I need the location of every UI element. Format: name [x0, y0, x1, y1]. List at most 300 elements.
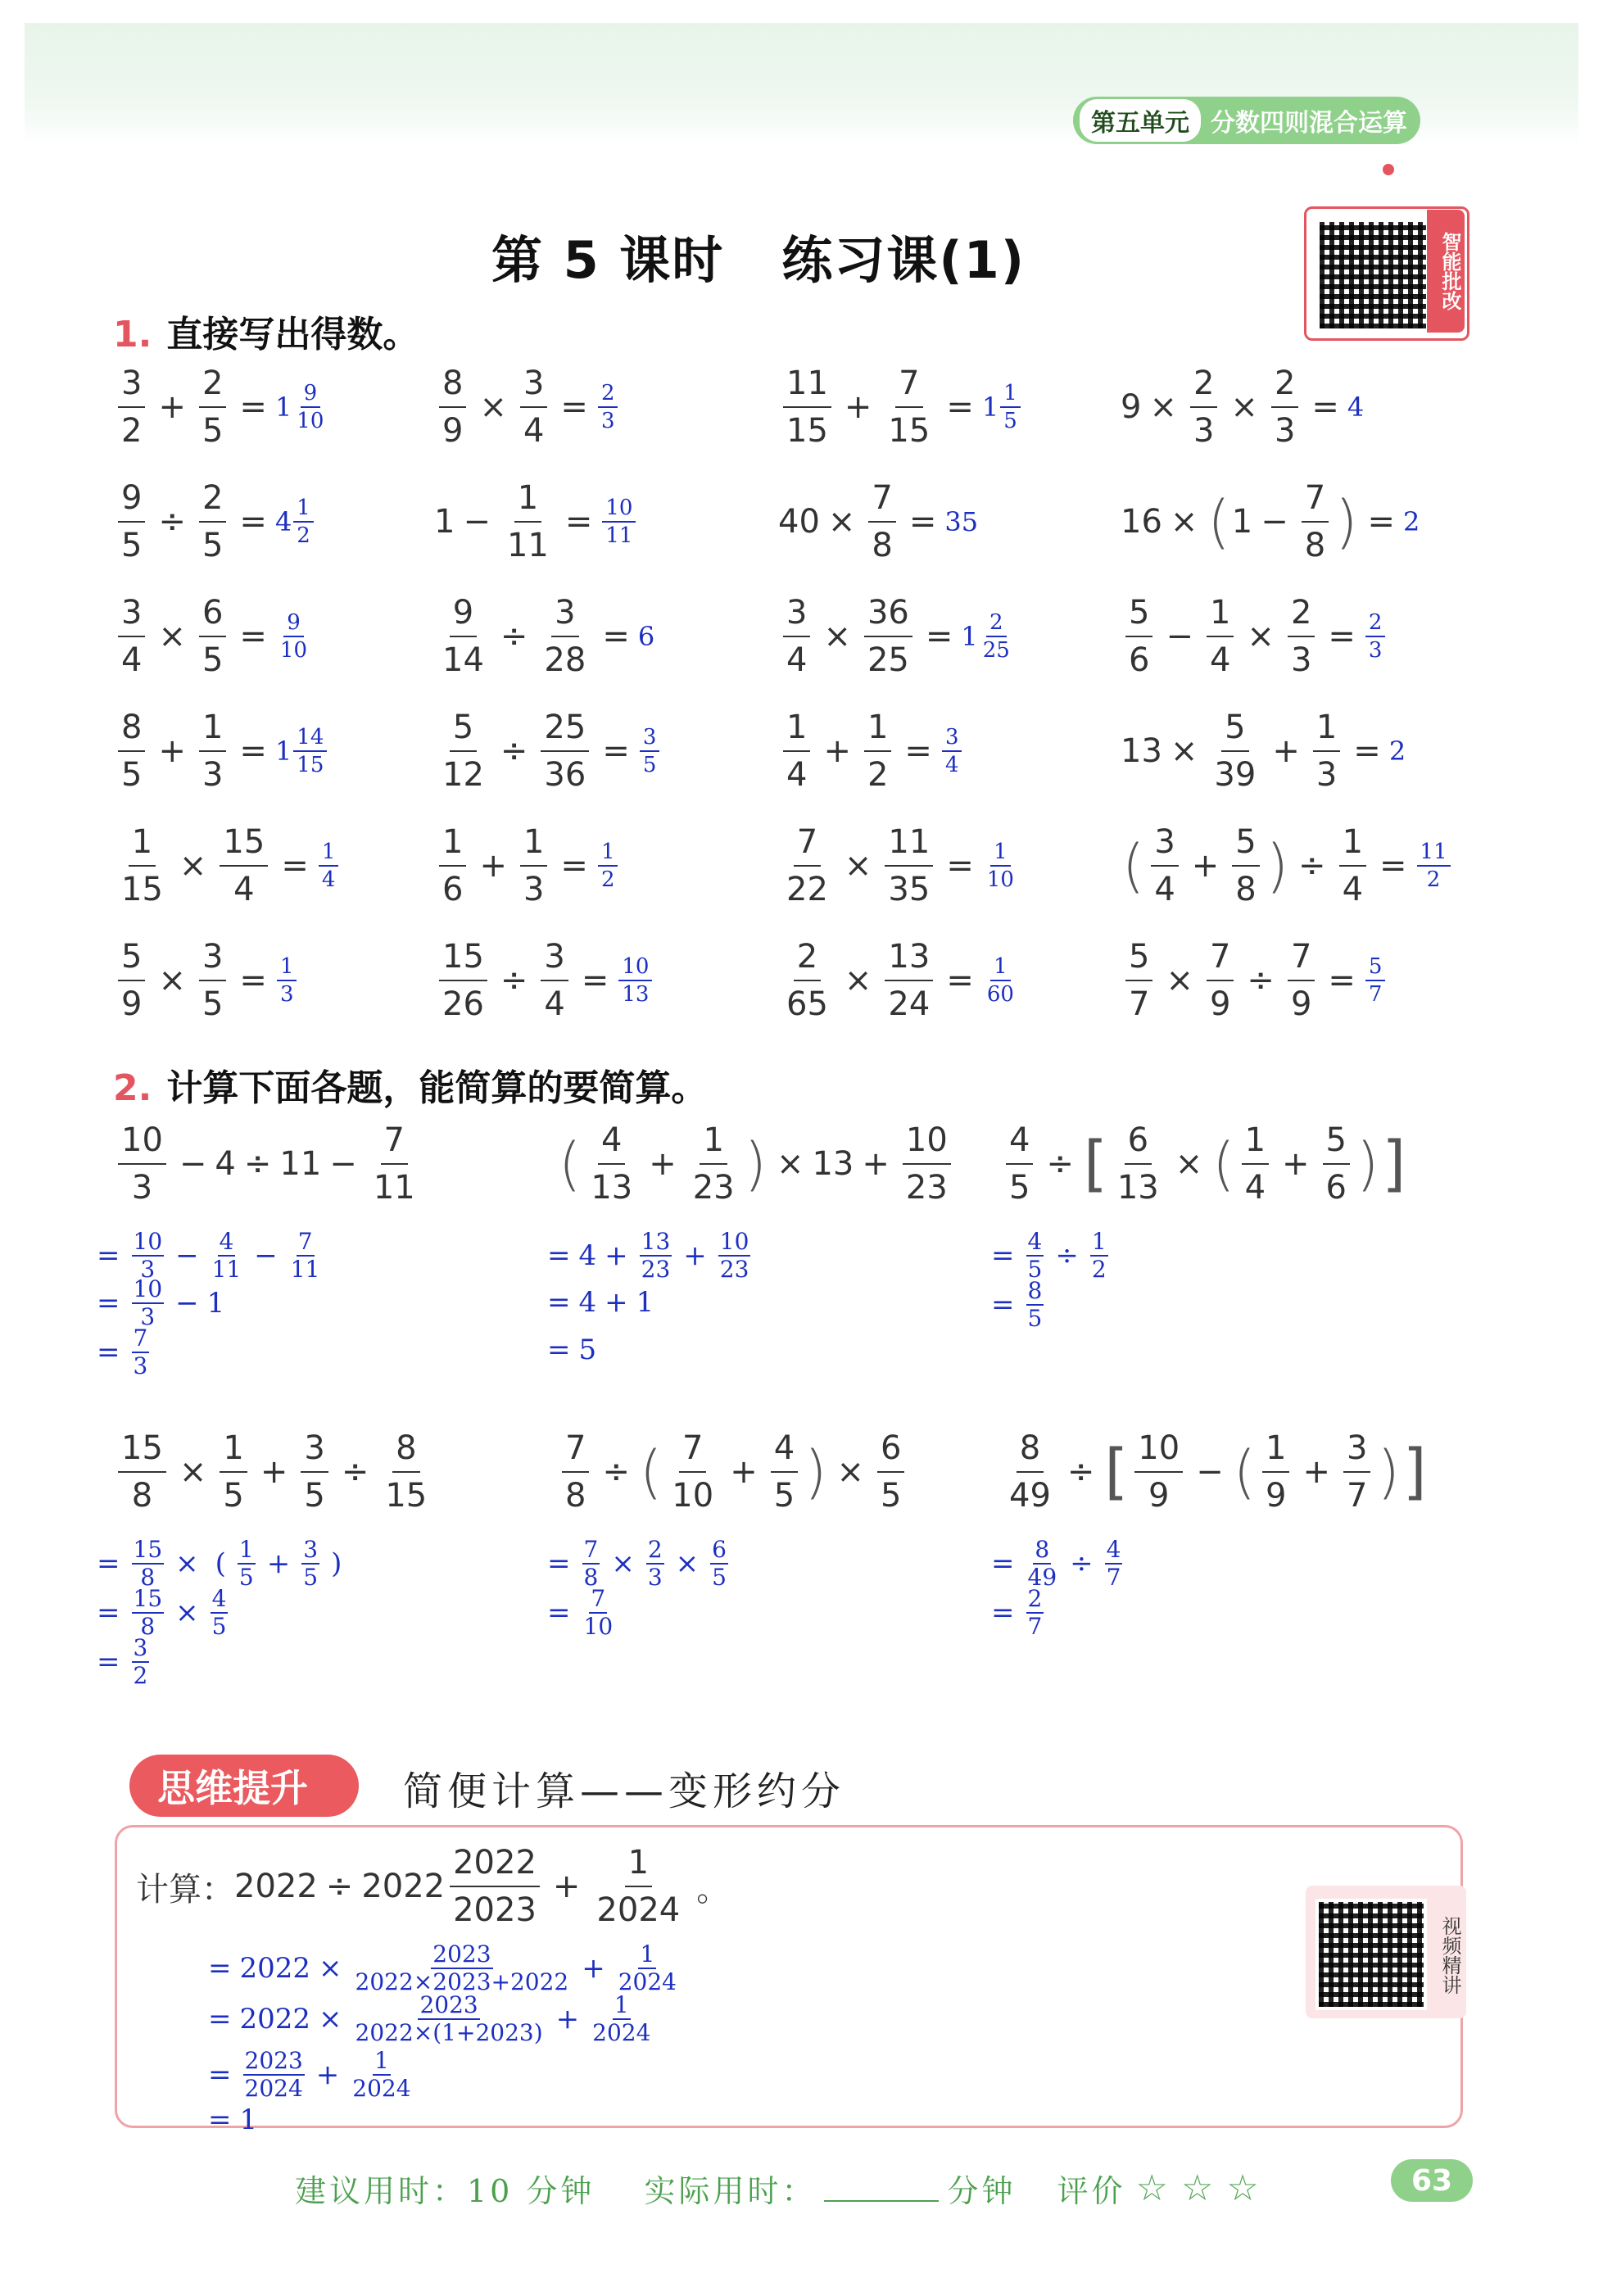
denominator: 8	[131, 1477, 153, 1515]
operator: ÷	[1066, 1453, 1095, 1491]
fraction	[1313, 709, 1340, 794]
solution-step	[983, 1279, 1047, 1330]
fraction	[439, 365, 466, 450]
denominator: 9	[121, 985, 143, 1023]
actual-time-blank[interactable]	[824, 2176, 939, 2202]
numerator: 7	[583, 1536, 599, 1563]
operator: ×	[836, 1453, 864, 1491]
fraction	[439, 596, 487, 677]
problem-4	[113, 1429, 435, 1515]
operator: +	[605, 1286, 628, 1319]
numerator: 1	[277, 956, 297, 981]
numerator: 7	[1288, 940, 1315, 981]
denominator: 3	[1193, 412, 1215, 450]
numerator: 2	[794, 940, 821, 981]
fraction	[864, 596, 912, 677]
numerator: 1	[1207, 596, 1234, 637]
numerator: 4	[598, 1124, 625, 1165]
operator: +	[844, 388, 872, 426]
operator: ×	[1149, 388, 1177, 426]
fraction	[520, 823, 547, 908]
numerator: 2	[199, 482, 226, 523]
fraction	[118, 823, 166, 908]
operator: =	[560, 847, 588, 885]
denominator: 3	[600, 409, 615, 433]
fraction	[1114, 1121, 1162, 1207]
fraction	[1323, 1121, 1350, 1207]
numerator: 8	[1035, 1536, 1050, 1563]
denominator: 4	[786, 756, 808, 794]
fraction	[199, 596, 226, 677]
numerator: 1	[129, 826, 156, 867]
number: 1	[434, 503, 455, 541]
fraction	[301, 1429, 328, 1515]
numerator: 1	[640, 1941, 655, 1968]
fraction	[301, 1538, 319, 1589]
fraction	[1262, 1429, 1289, 1515]
operator: =	[1328, 618, 1356, 655]
fraction	[1339, 823, 1366, 908]
star-icon[interactable]: ☆	[1180, 2167, 1217, 2209]
solution-step	[983, 1230, 1112, 1281]
fraction	[118, 479, 145, 564]
numerator: 1	[700, 1124, 727, 1165]
equals-sign: =	[547, 1334, 571, 1366]
equals-sign: =	[97, 1239, 120, 1272]
numerator: 7	[381, 1124, 408, 1165]
operator: =	[1353, 732, 1381, 770]
denominator: 3	[279, 982, 294, 1007]
numerator: 8	[118, 711, 145, 752]
think-badge-label: 思维提升	[157, 1766, 308, 1810]
number: 2022	[361, 1868, 446, 1905]
denominator: 15	[297, 753, 324, 777]
fraction	[1207, 596, 1234, 677]
fraction	[199, 940, 226, 1021]
denominator: 3	[1274, 412, 1296, 450]
fraction	[293, 497, 314, 546]
equals-sign: =	[547, 1547, 571, 1580]
numerator: 4	[1006, 1124, 1033, 1165]
fraction	[382, 1429, 430, 1515]
denominator: 60	[986, 982, 1014, 1007]
denominator: 5	[202, 412, 224, 450]
fraction	[885, 823, 933, 908]
operator: −	[175, 1287, 199, 1320]
fraction	[370, 1121, 419, 1207]
lesson-number: 第 5 课时	[491, 230, 725, 290]
numerator: 3	[1343, 1432, 1370, 1473]
expression-r2c1	[113, 479, 315, 564]
numerator: 3	[783, 596, 810, 637]
numerator: 2	[1027, 1585, 1043, 1612]
answer	[1347, 392, 1364, 423]
fraction	[591, 1991, 652, 2046]
operator: ×	[1175, 1145, 1203, 1183]
fraction	[582, 1538, 600, 1589]
operator: =	[946, 962, 974, 999]
operator: ×	[1166, 962, 1193, 999]
number: 4	[578, 1286, 597, 1319]
fraction	[1026, 1230, 1044, 1281]
denominator: 2	[297, 523, 310, 548]
fraction	[293, 727, 327, 776]
expression-r4c1	[113, 709, 328, 794]
numerator: 3	[303, 1536, 319, 1563]
fraction	[1365, 956, 1386, 1005]
denominator: 4	[944, 753, 959, 777]
unit-label: 第五单元	[1080, 99, 1201, 142]
numerator: 3	[520, 367, 547, 408]
operator: +	[582, 1952, 605, 1985]
numerator: 6	[877, 1432, 904, 1473]
denominator: 9	[442, 412, 464, 450]
numerator: 3	[640, 727, 660, 752]
fraction	[864, 709, 891, 794]
denominator: 4	[1154, 871, 1175, 908]
operator: +	[605, 1239, 628, 1272]
number: 2022	[239, 1952, 311, 1985]
denominator: 3	[523, 871, 545, 908]
fraction	[238, 1538, 256, 1589]
right-bracket: ]	[1382, 1129, 1406, 1199]
fraction	[1343, 1429, 1370, 1515]
operator: =	[564, 503, 593, 541]
star-icon[interactable]: ☆	[1135, 2167, 1171, 2209]
fraction	[439, 823, 466, 908]
expression-r5c1	[113, 823, 340, 908]
denominator: 5	[1027, 1256, 1043, 1283]
denominator: 7	[1347, 1477, 1368, 1515]
answer-value: 35	[944, 506, 979, 537]
right-paren: )	[804, 1438, 827, 1506]
answer	[982, 956, 1019, 1005]
operator: ×	[823, 618, 851, 655]
denominator: 5	[773, 1477, 795, 1515]
numerator: 5	[1221, 711, 1248, 752]
numerator: 8	[1017, 1432, 1044, 1473]
operator: =	[239, 388, 267, 426]
denominator: 11	[605, 523, 633, 548]
numerator: 5	[450, 711, 477, 752]
operator: +	[862, 1145, 890, 1183]
operator: =	[925, 618, 953, 655]
denominator: 5	[223, 1477, 244, 1515]
numerator: 15	[220, 826, 268, 867]
denominator: 10	[297, 409, 324, 433]
fraction	[877, 1429, 904, 1515]
numerator: 1	[1339, 826, 1366, 867]
left-paren: (	[559, 1130, 582, 1198]
numerator: 3	[133, 1634, 148, 1661]
left-bracket: [	[1083, 1129, 1107, 1199]
solution-step	[539, 1286, 654, 1319]
answer	[1403, 506, 1420, 537]
operator: −	[1166, 618, 1193, 655]
operator: =	[239, 618, 267, 655]
answer-whole: 1	[274, 736, 292, 767]
numerator: 9	[118, 482, 145, 523]
equals-sign: =	[208, 1952, 232, 1985]
numerator: 7	[133, 1325, 148, 1352]
expression-r3c1	[113, 596, 312, 677]
numerator: 5	[118, 940, 145, 981]
numerator: 7	[591, 1585, 606, 1612]
operator: +	[555, 2003, 580, 2036]
operator: +	[260, 1453, 288, 1491]
answer	[940, 727, 964, 776]
numerator: 3	[118, 596, 145, 637]
section-2-heading	[113, 1058, 707, 1111]
answer-value: 2	[1388, 736, 1406, 767]
fraction	[593, 1846, 683, 1927]
operator: ×	[675, 1547, 700, 1580]
expression-r1c2	[434, 365, 619, 450]
numerator: 8	[439, 367, 466, 408]
denominator: 2	[121, 412, 143, 450]
denominator: 7	[1129, 985, 1150, 1023]
numerator: 1	[374, 2047, 389, 2074]
fraction	[211, 1230, 243, 1281]
fraction	[289, 1230, 322, 1281]
operator: ÷	[500, 618, 528, 655]
fraction	[1090, 1230, 1108, 1281]
denominator: 3	[1368, 638, 1383, 663]
denominator: 23	[719, 1256, 749, 1283]
equals-sign: =	[208, 2003, 232, 2036]
operator: ×	[179, 847, 207, 885]
numerator: 10	[133, 1228, 163, 1255]
equals-sign: =	[991, 1596, 1015, 1629]
denominator: 11	[290, 1256, 320, 1283]
operator: ÷	[1247, 962, 1275, 999]
denominator: 3	[1290, 641, 1312, 679]
expression-r4c4	[1121, 709, 1406, 794]
operator: =	[239, 503, 267, 541]
numerator: 1	[238, 1536, 254, 1563]
answer	[1415, 841, 1452, 890]
fraction	[319, 841, 339, 890]
fraction	[118, 1429, 166, 1515]
numerator: 10	[602, 497, 636, 523]
equals-sign: =	[991, 1288, 1015, 1321]
numerator: 1	[864, 711, 891, 752]
denominator: 5	[1027, 1305, 1043, 1332]
fraction	[1026, 1279, 1044, 1330]
expression-r1c1	[113, 365, 328, 450]
operator: +	[730, 1453, 758, 1491]
denominator: 3	[131, 1169, 153, 1207]
rating-label: 评价	[1057, 2173, 1126, 2209]
fraction	[220, 823, 268, 908]
fraction	[439, 940, 487, 1021]
operator: −	[1261, 503, 1288, 541]
operator: ×	[776, 1145, 804, 1183]
numerator: 2023	[432, 1941, 491, 1968]
equals-sign: =	[991, 1239, 1015, 1272]
fraction	[1242, 1121, 1269, 1207]
equals-sign: =	[97, 1336, 120, 1369]
numerator: 4	[219, 1228, 234, 1255]
denominator: 5	[121, 527, 143, 564]
numerator: 2	[1271, 367, 1298, 408]
number: 16	[1121, 503, 1162, 541]
denominator: 9	[1209, 985, 1231, 1023]
operator: =	[908, 503, 937, 541]
numerator: 4	[1027, 1228, 1043, 1255]
numerator: 11	[885, 826, 933, 867]
unit-badge	[1073, 97, 1420, 144]
operator: =	[1367, 503, 1395, 541]
fraction	[1006, 1121, 1033, 1207]
numerator: 2	[647, 1536, 663, 1563]
numerator: 7	[895, 367, 922, 408]
denominator: 2	[1426, 867, 1441, 892]
section-number: 2.	[113, 1067, 152, 1109]
denominator: 5	[121, 756, 143, 794]
operator: =	[602, 732, 630, 770]
qr-code-icon[interactable]	[1316, 219, 1429, 332]
fraction	[984, 956, 1017, 1005]
answer	[638, 621, 654, 652]
numerator: 7	[868, 482, 895, 523]
solution-step	[983, 1587, 1047, 1638]
answer-whole: 1	[274, 392, 292, 423]
denominator: 11	[211, 1256, 242, 1283]
numerator: 2	[1365, 612, 1386, 637]
equals-sign: =	[208, 2058, 232, 2091]
operator: −	[329, 1145, 357, 1183]
fraction	[1302, 479, 1329, 564]
suggested-time: 建议用时：10 分钟	[295, 2173, 595, 2209]
fraction	[640, 727, 660, 776]
denominator: 2024	[596, 1891, 681, 1929]
denominator: 36	[544, 756, 586, 794]
numerator: 2	[986, 612, 1007, 637]
numerator: 3	[551, 596, 578, 637]
number: 11	[279, 1145, 322, 1183]
answer-value: 4	[1347, 392, 1365, 423]
denominator: 15	[888, 412, 931, 450]
fraction	[504, 479, 552, 564]
right-paren: )	[744, 1130, 767, 1198]
denominator: 5	[202, 527, 224, 564]
denominator: 2024	[352, 2075, 411, 2102]
operator: +	[649, 1145, 677, 1183]
number: 1	[206, 1287, 225, 1320]
operator: ×	[844, 962, 872, 999]
fraction	[118, 365, 145, 450]
answer	[596, 383, 620, 432]
answer-value: 6	[637, 621, 655, 652]
fraction	[1026, 1538, 1059, 1589]
fraction	[1207, 940, 1234, 1021]
denominator: 5	[202, 985, 224, 1023]
numerator: 15	[133, 1585, 163, 1612]
fraction	[587, 1121, 636, 1207]
qr-code-icon[interactable]	[1315, 1899, 1427, 2010]
fraction	[450, 1846, 540, 1927]
numerator: 9	[450, 596, 477, 637]
expression-r3c3	[778, 596, 1015, 677]
right-paren: )	[1266, 832, 1289, 899]
numerator: 1	[199, 711, 226, 752]
denominator: 6	[1129, 641, 1150, 679]
unit-topic: 分数四则混合运算	[1211, 109, 1407, 138]
video-qr-label: 视频精讲	[1438, 1916, 1461, 1995]
numerator: 3	[942, 727, 962, 752]
denominator: 2024	[592, 2019, 651, 2046]
numerator: 8	[1027, 1277, 1043, 1304]
numerator: 15	[439, 940, 487, 981]
numerator: 1	[1262, 1432, 1289, 1473]
numerator: 2023	[419, 1991, 478, 2018]
expression-r6c3	[778, 940, 1019, 1021]
operator: ÷	[1046, 1145, 1074, 1183]
section-number: 1.	[113, 314, 152, 355]
answer	[982, 841, 1019, 890]
numerator: 1	[614, 1991, 629, 2018]
operator: ÷	[500, 962, 528, 999]
numerator: 3	[301, 1432, 328, 1473]
fraction	[562, 1429, 589, 1515]
fraction	[1288, 596, 1315, 677]
page-title	[491, 220, 1026, 292]
denominator: 3	[1315, 756, 1338, 794]
denominator: 5	[303, 1564, 319, 1591]
denominator: 2022×(1+2023)	[355, 2019, 543, 2046]
answer	[982, 383, 1022, 432]
fraction	[211, 1587, 229, 1638]
fraction	[582, 1587, 615, 1638]
denominator: 5	[211, 1613, 227, 1640]
operator: ÷	[341, 1453, 369, 1491]
expression-r2c2	[434, 479, 637, 564]
lesson-subtitle: 练习课(1)	[781, 230, 1026, 290]
denominator: 4	[1342, 871, 1364, 908]
denominator: 49	[1009, 1477, 1051, 1515]
denominator: 2022×2023+2022	[355, 1968, 569, 1995]
fraction	[132, 1538, 165, 1589]
page-number: 63	[1391, 2159, 1473, 2202]
denominator: 22	[786, 871, 828, 908]
operator: ÷	[500, 732, 528, 770]
denominator: 4	[1209, 641, 1231, 679]
equals-sign: =	[547, 1239, 571, 1272]
equals-sign: =	[991, 1547, 1015, 1580]
numerator: 10	[133, 1275, 163, 1302]
fraction	[243, 2049, 305, 2100]
fraction	[980, 612, 1013, 661]
numerator: 11	[1417, 841, 1451, 867]
numerator: 7	[679, 1432, 706, 1473]
denominator: 5	[202, 641, 224, 679]
star-icon[interactable]: ☆	[1226, 2167, 1262, 2209]
denominator: 2	[600, 867, 615, 892]
operator: +	[315, 2058, 340, 2091]
fraction	[1232, 823, 1259, 908]
numerator: 5	[1125, 940, 1152, 981]
denominator: 11	[373, 1169, 415, 1207]
denominator: 5	[880, 1477, 902, 1515]
operator: +	[683, 1239, 707, 1272]
operator: (	[215, 1547, 226, 1580]
operator: ÷	[1298, 847, 1326, 885]
denominator: 4	[786, 641, 808, 679]
denominator: 5	[238, 1564, 254, 1591]
answer-whole: 1	[961, 621, 978, 652]
expression-r5c3	[778, 823, 1019, 908]
